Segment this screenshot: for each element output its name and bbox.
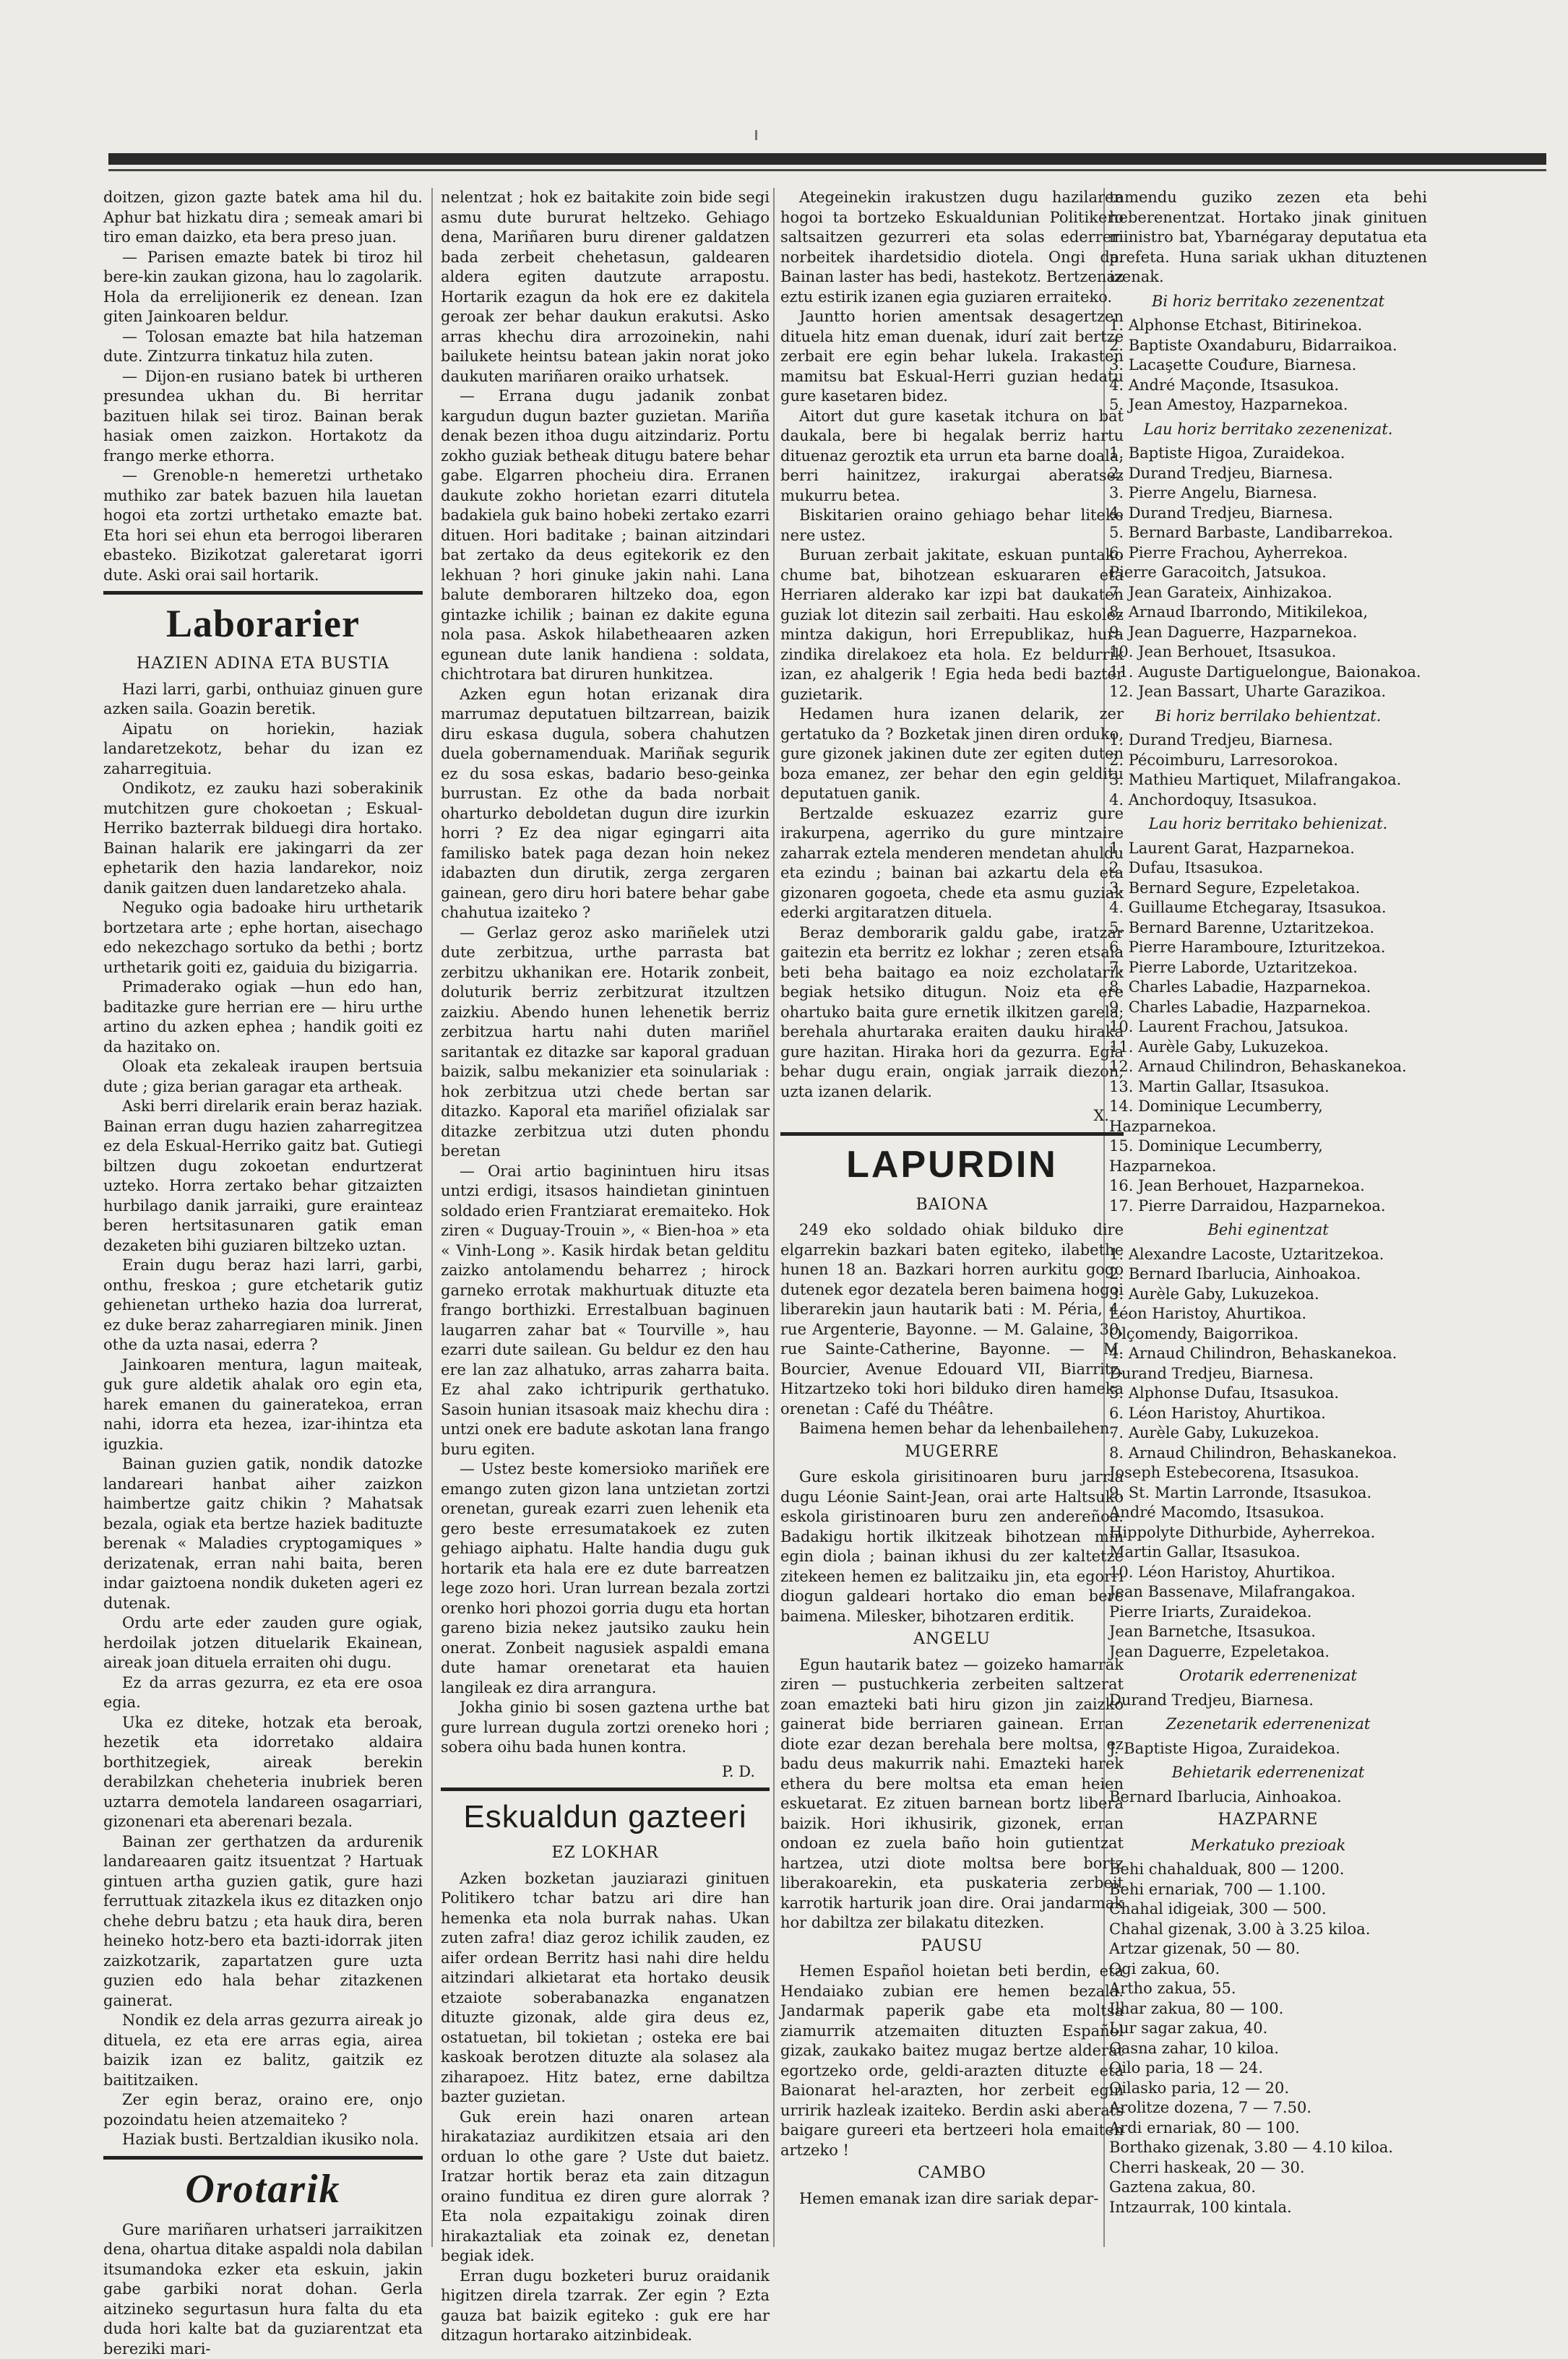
list-item: 6. Léon Haristoy, Ahurtikoa. xyxy=(1109,1404,1427,1424)
paragraph: Erran dugu bozketeri buruz oraidanik higitzen direla tzarrak. Zer egin ? Ezta gauza bat baizik egiteko : guk ere har ditzagun hortarako aitzinbideak. xyxy=(441,2267,770,2346)
section-rule xyxy=(103,591,423,595)
list-item: 1. Alexandre Lacoste, Uztaritzekoa. xyxy=(1109,1245,1427,1265)
paragraph: Neguko ogia badoake hiru urthetarik bortzetara arte ; ephe hortan, aisechago edo nekezchago sortuko da bethi ; bortz urthetarik goiti ez, gaiduia du bizigarria. xyxy=(103,898,423,978)
paragraph: Ez da arras gezurra, ez eta ere osoa egia. xyxy=(103,1673,423,1713)
list-item: Lur sagar zakua, 40. xyxy=(1109,2019,1427,2039)
list-item: 10. Jean Berhouet, Itsasukoa. xyxy=(1109,642,1427,663)
prize-list xyxy=(1109,316,1427,415)
list-item: 15. Dominique Lecumberry, Hazparnekoa. xyxy=(1109,1137,1427,1176)
list-item: 8. Arnaud Chilindron, Behaskanekoa. xyxy=(1109,1444,1427,1464)
paragraph: Jokha ginio bi sosen gaztena urthe bat gure lurrean dugula zortzi oreneko hori ; sobera oihu bada hunen kontra. xyxy=(441,1698,770,1758)
paragraph: Aipatu on horiekin, haziak landaretzekotz, behar du izan ez zaharregituia. xyxy=(103,720,423,780)
prize-category: Behietarik ederrenenizat xyxy=(1109,1763,1427,1783)
list-item: 3. Aurèle Gaby, Lukuzekoa. xyxy=(1109,1285,1427,1305)
paragraph: Bertzalde eskuazez ezarriz gure irakurpena, agerriko du gure mintzaire zaharrak eztela menderen mendetan ahuldu eta ezindu ; bainan bai azkartu dela eta gizonaren gogoeta, chede eta asmu guziak ederki argitaratzen dituela. xyxy=(780,804,1124,923)
prize-category: Bi horiz berritako zezenentzat xyxy=(1109,292,1427,312)
paragraph: Zer egin beraz, oraino ere, onjo pozoindatu heien atzemaiteko ? xyxy=(103,2090,423,2130)
section-title-laborarier: Laborarier xyxy=(103,602,423,645)
list-item: Artzar gizenak, 50 — 80. xyxy=(1109,1939,1427,1959)
list-item: Jean Bassenave, Milafrangakoa. xyxy=(1109,1582,1427,1603)
section-title-eskualdun-gazteeri: Eskualdun gazteeri xyxy=(441,1798,770,1836)
list-item: 7. Aurèle Gaby, Lukuzekoa. xyxy=(1109,1423,1427,1444)
list-item: 1. Baptiste Higoa, Zuraidekoa. xyxy=(1109,444,1427,464)
paragraph: tamendu guziko zezen eta behi heberenentzat. Hortako jinak ginituen ministro bat, Ybarnégaray deputatua eta prefeta. Huna sariak ukhan dituztenen izenak. xyxy=(1109,188,1427,288)
list-item: 4. Arnaud Chilindron, Behaskanekoa. xyxy=(1109,1344,1427,1364)
prize-list xyxy=(1109,1691,1427,1711)
list-item: 6. Pierre Frachou, Ayherrekoa. xyxy=(1109,543,1427,564)
list-item: Jean Daguerre, Ezpeletakoa. xyxy=(1109,1642,1427,1662)
paragraph: Bainan guzien gatik, nondik datozke landareari hanbat aiher zaizkon haimbertze gaitz chikin ? Mahatsak bezala, ogiak eta bertze haziek badituzte berenak « Maladies cryptogamiques » derizatenak, erran nahi baita, beren indar gaiztoena nondik duketen ageri ez dutenak. xyxy=(103,1454,423,1613)
prize-list xyxy=(1109,1787,1427,1808)
article-subtitle: HAZIEN ADINA ETA BUSTIA xyxy=(103,654,423,674)
prize-list xyxy=(1109,730,1427,810)
paragraph: Buruan zerbait jakitate, eskuan puntako chume bat, bihotzean eskuararen eta Herriaren alderako kar izpi bat daukaten guziak lot ditezin sail zerbaiti. Hau eskolez mintza dakigun, hori Errepublikaz, hura zindika direlakoez eta hola. Ez beldurrik izan, ez ahalgerik ! Egia heda bedi bazter guzietarik. xyxy=(780,545,1124,704)
paragraph: Biskitarien oraino gehiago behar liteke nere ustez. xyxy=(780,506,1124,545)
list-item: 4. Guillaume Etchegaray, Itsasukoa. xyxy=(1109,898,1427,918)
list-item: Pierre Iriarts, Zuraidekoa. xyxy=(1109,1603,1427,1623)
prize-list xyxy=(1109,839,1427,1217)
paragraph: Ondikotz, ez zauku hazi soberakinik mutchitzen gure chokoetan ; Eskual-Herriko bazterrak bilduegi dira hortako. Bainan halarik ere jakingarri da zer ephetarik den hazia landarekor, noiz danik gaitzen duen landaretzeko ahala. xyxy=(103,779,423,898)
list-item: 4. André Maçonde, Itsasukoa. xyxy=(1109,376,1427,396)
list-item: 5. Bernard Barbaste, Landibarrekoa. xyxy=(1109,523,1427,543)
news-briefs xyxy=(103,188,423,585)
list-item: 6. Pierre Haramboure, Izturitzekoa. xyxy=(1109,938,1427,958)
list-item: 2. Baptiste Oxandaburu, Bidarraikoa. xyxy=(1109,336,1427,356)
list-item: Durand Tredjeu, Biarnesa. xyxy=(1109,1691,1427,1711)
article-ez-lokhar-continued xyxy=(780,188,1124,1102)
list-item: 17. Pierre Darraidou, Hazparnekoa. xyxy=(1109,1196,1427,1217)
list-item: 2. Bernard Ibarlucia, Ainhoakoa. xyxy=(1109,1264,1427,1285)
paragraph: Oloak eta zekaleak iraupen bertsuia dute ; giza berian garagar eta artheak. xyxy=(103,1057,423,1097)
prize-list xyxy=(1109,1739,1427,1759)
list-item: 16. Jean Berhouet, Hazparnekoa. xyxy=(1109,1176,1427,1196)
paragraph: Gure eskola girisitinoaren buru jarria dugu Léonie Saint-Jean, orai arte Haltsuko eskola giristinoaren buru zen andereñoa. Badakigu hortik ilkitzeak bihotzean min egin diola ; bainan ikhusi du zer kaltetze zitekeen hemen ez balitzaiku jin, eta egorri diogun galdeari hortako dio eman bere baimena. Milesker, bihotzaren erditik. xyxy=(780,1467,1124,1626)
list-item: 5. Alphonse Dufau, Itsasukoa. xyxy=(1109,1384,1427,1404)
list-item: 3. Mathieu Martiquet, Milafrangakoa. xyxy=(1109,770,1427,790)
list-item: Cherri haskeak, 20 — 30. xyxy=(1109,2158,1427,2178)
list-item: Gasna zahar, 10 kiloa. xyxy=(1109,2039,1427,2059)
paragraph: doitzen, gizon gazte batek ama hil du. Aphur bat hizkatu dira ; semeak amari bi tiro eman daizko, eta bera preso juan. xyxy=(103,188,423,248)
list-item: Borthako gizenak, 3.80 — 4.10 kiloa. xyxy=(1109,2138,1427,2158)
list-item: Chahal idigeiak, 300 — 500. xyxy=(1109,1899,1427,1920)
paragraph: Hazi larri, garbi, onthuiaz ginuen gure azken saila. Goazin beretik. xyxy=(103,680,423,720)
paragraph: Hemen emanak izan dire sariak depar- xyxy=(780,2189,1124,2209)
list-item: 13. Martin Gallar, Itsasukoa. xyxy=(1109,1077,1427,1097)
prize-category: Lau horiz berritako behienizat. xyxy=(1109,814,1427,835)
list-item: 14. Dominique Lecumberry, Hazparnekoa. xyxy=(1109,1097,1427,1137)
list-item: 4. Durand Tredjeu, Biarnesa. xyxy=(1109,504,1427,524)
list-item: 1. Alphonse Etchast, Bitirinekoa. xyxy=(1109,316,1427,336)
list-item: 7. Pierre Laborde, Uztaritzekoa. xyxy=(1109,958,1427,978)
paragraph: Aski berri direlarik erain beraz haziak. Bainan erran dugu hazien zaharregitzea ez dela Eskual-Herriko gaitz bat. Gutiegi biltzen dugu zokoetan endurtzerat uzteko. Horra zertako behar gitzaizten hurbilago danik jarraiki, gure erainteaz beren hertsitasunaren gatik eman dezaketen bihi guziaren biltzeko uztan. xyxy=(103,1097,423,1256)
column-3 xyxy=(780,188,1124,2261)
list-item: Pierre Garacoitch, Jatsukoa. xyxy=(1109,563,1427,583)
paragraph: — Gerlaz geroz asko mariñelek utzi dute zerbitzua, urthe parrasta bat zerbitzu ukhanikan ere. Hotarik zonbeit, doluturik berriz zerbitzurat itzultzen zaizkiu. Abendo hunen lehenetik berriz zerbitzua hartu nahi duten mariñel saritantak ez ditazke sar kaporal graduan baizik, salbu mekanizier eta soinulariak : hok zerbitzua utzi chede bertan sar ditazko. Kaporal eta mariñel ofizialak sar ditazke zerbitzua utzi duten phondu beretan xyxy=(441,923,770,1162)
fold-mark xyxy=(755,130,757,140)
list-item: J. Baptiste Higoa, Zuraidekoa. xyxy=(1109,1739,1427,1759)
section-rule xyxy=(780,1132,1124,1136)
list-item: 10. Léon Haristoy, Ahurtikoa. xyxy=(1109,1563,1427,1583)
paragraph: Baimena hemen behar da lehenbailehen. xyxy=(780,1419,1124,1439)
list-item: Oilasko paria, 12 — 20. xyxy=(1109,2079,1427,2099)
list-item: Jean Barnetche, Itsasukoa. xyxy=(1109,1622,1427,1642)
paragraph: nelentzat ; hok ez baitakite zoin bide segi asmu dute bururat heltzeko. Gehiago dena, Mariñaren buru direner galdatzen bada zerbeit chehetasun, galdearen aldera egiten dautzute arrapostu. Hortarik ezagun da hok ere ez dakitela geroak zer behar daukun erakutsi. Asko arras khechu dira arrozoinekin, nahi bailukete heintsu batean jakin norat joko daukuten mariñaren oraiko urhatsek. xyxy=(441,188,770,387)
paragraph: Jainkoaren mentura, lagun maiteak, guk gure aldetik ahalak oro egin eta, harek emanen du gaineratekoa, erran nahi, idorra eta hezea, izar-ihintza eta iguzkia. xyxy=(103,1355,423,1455)
list-item: 8. Arnaud Ibarrondo, Mitikilekoa, xyxy=(1109,603,1427,623)
list-item: 4. Anchordoquy, Itsasukoa. xyxy=(1109,790,1427,811)
prize-category: Behi eginentzat xyxy=(1109,1220,1427,1241)
list-item: Intzaurrak, 100 kintala. xyxy=(1109,2198,1427,2218)
paragraph: — Ustez beste komersioko mariñek ere emango zuten gizon lana untzietan zortzi orenetan, gureak ezarri zuen lehenik eta gero beste erresumatakoek ez zuten gehiago aiphatu. Halte handia dugu guk hortarik eta hala ere ez dute barreatzen lege zozo hori. Uran lurrean bezala zortzi orenko hori phozoi gorria dugu eta hortan gareno bizia nekez jautsiko zauku hein onerat. Zonbeit nagusiek aspaldi emana dute hamar orenetarat eta hauien langileak ez dira arrangura. xyxy=(441,1459,770,1698)
list-item: Léon Haristoy, Ahurtikoa. xyxy=(1109,1304,1427,1324)
list-item: Joseph Estebecorena, Itsasukoa. xyxy=(1109,1463,1427,1483)
list-item: 10. Laurent Frachou, Jatsukoa. xyxy=(1109,1017,1427,1038)
paragraph: Azken egun hotan erizanak dira marrumaz deputatuen biltzarrean, baizik diru eskasa dugula, sobera chahutzen duela gobernamenduak. Mariñak segurik ez du sosa eskas, badario beso-geinka burrustan. Ez othe da bada norbait oharturko deboldetan dugun dire izurkin horri ? Ez dea nigar egingarri aita familisko batek paga dezan hoin nekez idabazten dun dirutik, zerga zergaren gainean, gero diru hori batere behar gabe chahutua izaiteko ? xyxy=(441,685,770,923)
paragraph: Gure mariñaren urhatseri jarraikitzen dena, ohartua ditake aspaldi nola dabilan itsumandoka ezker eta eskuin, jakin gabe garbiki norat dohan. Gerla aitzineko segurtasun hura falta du eta duda hori kalte bat da guziarentzat eta bereziki mari- xyxy=(103,2220,423,2359)
column-divider xyxy=(773,188,775,2247)
list-item: 11. Aurèle Gaby, Lukuzekoa. xyxy=(1109,1038,1427,1058)
town-heading: BAIONA xyxy=(780,1195,1124,1215)
list-item: 2. Dufau, Itsasukoa. xyxy=(1109,858,1427,879)
header-rule xyxy=(108,153,1546,165)
section-title-lapurdin: LAPURDIN xyxy=(780,1143,1124,1186)
list-item: 9. St. Martin Larronde, Itsasukoa. xyxy=(1109,1483,1427,1504)
paragraph: Ategeinekin irakustzen dugu hazilaren hogoi ta bortzeko Eskualdunian Politikero saltsaitzen gezurreri eta solas ederreri norbeitek ihardetsidio diotela. Ongi da. Bainan laster has bedi, hastekotz. Bertzenaz eztu estirik izanen egia guziaren erraiteko. xyxy=(780,188,1124,307)
market-price-list xyxy=(1109,1860,1427,2217)
article-subtitle: EZ LOKHAR xyxy=(441,1843,770,1863)
list-item: 2. Pécoimburu, Larresorokoa. xyxy=(1109,751,1427,771)
paragraph: — Orai artio baginintuen hiru itsas untzi erdigi, itsasos haindietan ginintuen soldado erien Frantziarat eremaiteko. Hok ziren « Duguay-Trouin », « Bien-hoa » eta « Vinh-Long ». Kasik hirdak betan gelditu zaizko antolamendu beharrez ; hirock garneko errotak makhurtuak dituzte eta frango borthizki. Errestalbuan baginuen laugarren zahar bat « Tourville », hau ezarri dute sailean. Gu beldur ez den hau ere lan zaz alhatuko, arras zaharra baita. Ez ahal zako ichtripurik gerthatuko. Sasoin hunian itsasoak maiz khechu dira : untzi onek ere badute askotan lana frango buru egiten. xyxy=(441,1162,770,1460)
paragraph: Haziak busti. Bertzaldian ikusiko nola. xyxy=(103,2130,423,2150)
prize-category: Zezenetarik ederrenenizat xyxy=(1109,1715,1427,1735)
town-heading: HAZPARNE xyxy=(1109,1810,1427,1830)
town-heading: ANGELU xyxy=(780,1629,1124,1649)
prize-list xyxy=(1109,444,1427,702)
prize-category: Bi horiz berrilako behientzat. xyxy=(1109,707,1427,727)
list-item: 3. Bernard Segure, Ezpeletakoa. xyxy=(1109,879,1427,899)
list-item: Hippolyte Dithurbide, Ayherrekoa. xyxy=(1109,1523,1427,1543)
paragraph: Aitort dut gure kasetak itchura on bat daukala, bere bi hegalak berriz hartu dituenaz geroztik eta urrun eta barne doala, berri hainitzez, irakurgai aberatsez mukurru betea. xyxy=(780,407,1124,506)
paragraph: Hemen Español hoietan beti berdin, eta Hendaiako zubian ere hemen bezala. Jandarmak paperik gabe eta moltsa ziamurrik atzemaiten dituzten Español gizak, zaukako baitez mugaz bertze alderat egortzeko orde, geldi-arazten dituzte eta Baionarat hel-arazten, hor zerbeit egin urririk hazleak izaiteko. Berdin aski aberats baigare gureeri eta bertzeeri hola emaiten artzeko ! xyxy=(780,1962,1124,2160)
town-heading: MUGERRE xyxy=(780,1442,1124,1462)
list-item: 9. Jean Daguerre, Hazparnekoa. xyxy=(1109,623,1427,643)
paragraph: — Dijon-en rusiano batek bi urtheren presundea ukhan du. Bi herritar bazituen hilak sei tiroz. Bainan berak hasiak omen zaizkon. Hortakotz da frango merke ethorra. xyxy=(103,367,423,467)
paragraph: Azken bozketan jauziarazi ginituen Politikero tchar batzu ari dire han hemenka eta nola burrak nahas. Ukan zuten zafra! diaz geroz ichilik zauden, ez aifer ordean Berritz hasi nahi dire heldu aitzindari alkietarat eta hortako deusik etzaiote soberabanazka enganatzen dituzte gizonak, alde gira deus ez, ostatuetan, bil tokietan ; osteka ere bai kaskoak berotzen dituzte ala solasez ala ziharapoez. Hitz batez, erne dabiltza bazter guzietan. xyxy=(441,1869,770,2108)
paragraph: Erain dugu beraz hazi larri, garbi, onthu, freskoa ; gure etchetarik gutiz gehienetan urtheko hazia doa lurrerat, ez duke beraz zaharregiaren minik. Jinen othe da uzta nasai, ederra ? xyxy=(103,1256,423,1355)
paragraph: — Grenoble-n hemeretzi urthetako muthiko zar batek bazuen hila lauetan hogoi eta zortzi urthetako emazte bat. Eta hori sei ehun eta berrogoi liberaren ebasteko. Bizikotzat galeretarat igorri dute. Aski orai sail hortarik. xyxy=(103,466,423,585)
list-item: Chahal gizenak, 3.00 à 3.25 kiloa. xyxy=(1109,1920,1427,1940)
paragraph: Bainan zer gerthatzen da ardurenik landareaaren gaitz itsuentzat ? Hartuak gintuen artha guzien gatik, gure hazi ferruttuak zitazkela ikus ez ditazken onjo chehe debru batzu ; eta hauk dira, beren heineko hotz-bero eta bazti-idorrak jiten zaizkotzarik, zapartatzen gure uzta guzien edo hala behar zitazkenen gainerat. xyxy=(103,1832,423,2011)
list-item: Ilhar zakua, 80 — 100. xyxy=(1109,1999,1427,2019)
prize-category: Orotarik ederrenenizat xyxy=(1109,1666,1427,1686)
town-heading: PAUSU xyxy=(780,1936,1124,1957)
list-item: 9. Charles Labadie, Hazparnekoa. xyxy=(1109,998,1427,1018)
paragraph: — Errana dugu jadanik zonbat kargudun dugun bazter guzietan. Mariña denak bezen ithoa dugu aitzindariz. Portu zokho guziak betheak ditugu batere behar gabe. Elgarren phocheiu dira. Erranen daukute zokho horietan ezarri ditutela badakiela guk baino hobeki zertako ezarri dituen. Hori baditake ; bainan aitzindari bat zertako da deus egitekorik ez den lekhuan ? hori ginuke jakin nahi. Lana balute demboraren hiltzeko doa, egon gintazke ichilik ; bainan ez dakite eguna nola pasa. Askok hilabetheaaren azken egunean dute lanik handiena : soldata, chichtrotara bat diruren hunkitzea. xyxy=(441,387,770,685)
article-ez-lokhar xyxy=(441,1869,770,2346)
list-item: 5. Jean Amestoy, Hazparnekoa. xyxy=(1109,395,1427,415)
list-item: 12. Arnaud Chilindron, Behaskanekoa. xyxy=(1109,1057,1427,1077)
list-item: 3. Pierre Angelu, Biarnesa. xyxy=(1109,483,1427,504)
list-item: Bernard Ibarlucia, Ainhoakoa. xyxy=(1109,1787,1427,1808)
paragraph: Uka ez diteke, hotzak eta beroak, hezetik eta idorretako aldaira borthitzegiek, aireak berekin derabilzkan cheheteria inubriek beren uztarra demotela landareen osagarriari, gizonenari eta aberenari bezala. xyxy=(103,1713,423,1832)
article-marina xyxy=(441,188,770,1758)
list-item: Arolitze dozena, 7 — 7.50. xyxy=(1109,2098,1427,2118)
paragraph: Hedamen hura izanen delarik, zer gertatuko da ? Bozketak jinen diren orduko, gure gizonek jakinen dute zer egiten duten boza emanez, zer behar den egin gelditu deputatuen ganik. xyxy=(780,704,1124,804)
column-4 xyxy=(1109,188,1427,2261)
list-item: Behi ernariak, 700 — 1.100. xyxy=(1109,1880,1427,1900)
list-item: 11. Auguste Dartiguelongue, Baionakoa. xyxy=(1109,663,1427,683)
paragraph: — Parisen emazte batek bi tiroz hil bere-kin zaukan gizona, hau lo zagolarik. Hola da errelijionerik ez denean. Izan giten Jainkoaren beldur. xyxy=(103,248,423,327)
list-item: 2. Durand Tredjeu, Biarnesa. xyxy=(1109,464,1427,484)
list-item: Gaztena zakua, 80. xyxy=(1109,2178,1427,2198)
list-item: Olçomendy, Baigorrikoa. xyxy=(1109,1324,1427,1345)
paragraph: Ordu arte eder zauden gure ogiak, herdoilak jotzen dituelarik Ekainean, aireak joan dituela erraiten ohi dugu. xyxy=(103,1613,423,1673)
list-item: Oilo paria, 18 — 24. xyxy=(1109,2058,1427,2079)
list-item: 1. Durand Tredjeu, Biarnesa. xyxy=(1109,730,1427,751)
list-item: Behi chahalduak, 800 — 1200. xyxy=(1109,1860,1427,1880)
section-rule xyxy=(441,1787,770,1791)
section-title-orotarik: Orotarik xyxy=(103,2167,423,2212)
list-item: 1. Laurent Garat, Hazparnekoa. xyxy=(1109,839,1427,859)
list-item: Durand Tredjeu, Biarnesa. xyxy=(1109,1364,1427,1384)
prize-category: Lau horiz berritako zezenenizat. xyxy=(1109,420,1427,440)
article-signature: X. xyxy=(780,1106,1109,1126)
paragraph: Beraz demborarik galdu gabe, iratzar gaitezin eta berritz ez lokhar ; zeren etsaia beti beha baitago ea noiz ezcholatarik begiak hetsiko ditugun. Noiz eta ere ohartuko baita gure ernetik ilkitzen garela, berehala ahurtaraka eraiten dauku hiraka gure hazitan. Hiraka hori da gezurra. Egia behar dugu erain, ongiak jarraik diezon, uzta izanen delarik. xyxy=(780,923,1124,1103)
town-heading: CAMBO xyxy=(780,2163,1124,2183)
list-item: Artho zakua, 55. xyxy=(1109,1979,1427,1999)
list-item: Ardi ernariak, 80 — 100. xyxy=(1109,2118,1427,2139)
paragraph: Egun hautarik batez — goizeko hamarrak ziren — pustuchkeria zerbeiten saltzerat zoan emazteki bati hiru gizon jin zaizko gainerat bide berriaren gainean. Erran diote ezar dezan berehala bere moltsa, ez badu deus makurrik nahi. Emazteki harek ethera du bere moltsa eta eman heien eskuetarat. Ez zituen barnean bortz libera baizik. Hori ikhusirik, gizonek, erran ondoan ez zuela baño hoin gutientzat hartzea, utzi diote moltsa bere bortz liberakoarekin, eta puskateria zerbeit karrotik harturik joan dire. Orai jandarmak hor dabiltza zer bilakatu ditezken. xyxy=(780,1655,1124,1933)
list-item: 7. Jean Garateix, Ainhizakoa. xyxy=(1109,583,1427,603)
list-item: Martin Gallar, Itsasukoa. xyxy=(1109,1543,1427,1563)
list-item: 8. Charles Labadie, Hazparnekoa. xyxy=(1109,978,1427,998)
list-item: 3. Lacaşette Couđure, Biarnesa. xyxy=(1109,355,1427,376)
list-item: André Macomdo, Itsasukoa. xyxy=(1109,1503,1427,1523)
column-1 xyxy=(103,188,423,2261)
list-item: 5. Bernard Barenne, Uztaritzekoa. xyxy=(1109,918,1427,939)
column-2 xyxy=(441,188,770,2261)
paragraph: Primaderako ogiak —hun edo han, baditazke gure herrian ere — hiru urthe artino du azken ephea ; handik goiti ez da hazitako on. xyxy=(103,978,423,1057)
header-rule-thin xyxy=(108,169,1546,171)
column-divider xyxy=(431,188,433,2247)
paragraph: Jauntto horien amentsak desagertzen dituela hitz eman duenak, idurí zait bertze zerbait ere egin behar lukela. Irakasten mamitsu bat Eskual-Herri guzian hedatu gure kasetaren bidez. xyxy=(780,307,1124,407)
market-prices-heading: Merkatuko prezioak xyxy=(1109,1836,1427,1856)
list-item: 12. Jean Bassart, Uharte Garazikoa. xyxy=(1109,682,1427,702)
paragraph: Guk erein hazi onaren artean hirakataziaz aurdikitzen etsaia ari den orduan lo othe gare ? Uste dut baietz. Iratzar hortik beraz eta zain ditzagun oraino funditua ez diren gure alorrak ? Eta nola ezpaitakigu zoinak diren hirakaztaliak eta zoinak ez, denetan begiak idek. xyxy=(441,2108,770,2267)
article-laborarier xyxy=(103,680,423,2150)
paragraph: Nondik ez dela arras gezurra aireak jo dituela, ez eta ere arras egia, airea baizik izan ez balitz, gaitzik ez baititzaiken. xyxy=(103,2011,423,2090)
section-rule xyxy=(103,2156,423,2160)
list-item: Ogi zakua, 60. xyxy=(1109,1959,1427,1980)
paragraph: — Tolosan emazte bat hila hatzeman dute. Zintzurra tinkatuz hila zuten. xyxy=(103,327,423,367)
article-signature: P. D. xyxy=(441,1762,755,1782)
paragraph: 249 eko soldado ohiak bilduko dire elgarrekin bazkari baten egiteko, ilabethe hunen 18 an. Bazkari horren aurkitu gogo dutenek egor dezatela beren baimena hogoi liberarekin jaun hautarik bati : M. Péria, 4, rue Argenterie, Bayonne. — M. Galaine, 30, rue Sainte-Catherine, Bayonne. — M. Bourcier, Avenue Edouard VII, Biarritz. Hitzartzeko toki hori bilduko diren hameka orenetan : Café du Théâtre. xyxy=(780,1220,1124,1419)
prize-list xyxy=(1109,1245,1427,1662)
